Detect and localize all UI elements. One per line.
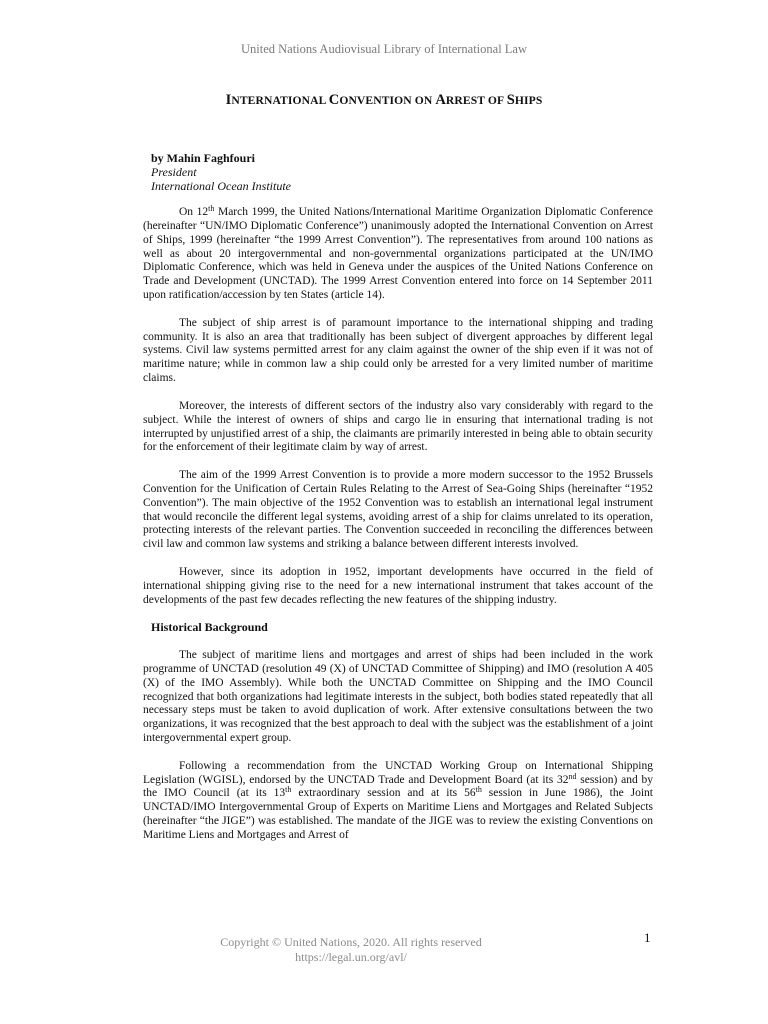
paragraph-7-superscript-3: th: [475, 785, 482, 795]
title-rest-3: RREST OF: [445, 94, 504, 107]
paragraph-7-text-b: session) and by the IMO Council (at its 13: [143, 773, 653, 800]
paragraph-3: Moreover, the interests of different sectors of the industry also vary considerably with regard to the subject. While the interest of owners of ships and cargo lie in ensuring that international trading is not interrupted by unjustified arrest of a ship, the claimants are primarily interested in being able to obtain security for the enforcement of their legitimate claim by way of arrest.: [143, 399, 653, 454]
paragraph-7: [143, 760, 653, 843]
paragraph-2: The subject of ship arrest is of paramount importance to the international shipping and trading community. It is also an area that traditionally has been subject of divergent approaches by different legal systems. Civil law systems permitted arrest for any claim against the owner of the ship even if it was not of maritime nature; while in common law a ship could only be arrested for a very limited number of maritime claims.: [143, 316, 653, 385]
document-title: [0, 92, 768, 109]
title-cap-3: A: [435, 92, 446, 108]
page-footer: [186, 935, 516, 965]
page-number: 1: [644, 930, 651, 945]
title-cap-4: S: [506, 92, 515, 108]
author-role: President: [151, 165, 197, 179]
title-rest-4: HIPS: [514, 94, 543, 107]
paragraph-5: However, since its adoption in 1952, important developments have occurred in the field of international shipping giving rise to the need for a new international instrument that takes account of the developments of the past few decades reflecting the new features of the shipping industry.: [143, 565, 653, 606]
paragraph-1-text-a: On 12: [179, 206, 209, 218]
paragraph-7-superscript-2: th: [285, 785, 292, 795]
document-body: [143, 206, 653, 857]
paragraph-7-text-a: Following a recommendation from the UNCTAD Working Group on International Shipping Legislation (WGISL), endorsed by the UNCTAD Trade and Development Board (at its 32: [143, 759, 653, 786]
paragraph-1-superscript: th: [208, 204, 215, 213]
title-rest-1: NTERNATIONAL: [231, 94, 326, 107]
paragraph-6: The subject of maritime liens and mortgages and arrest of ships had been included in the work programme of UNCTAD (resolution 49 (X) of UNCTAD Committee of Shipping) and IMO (resolution A 405 (X) of the IMO Assembly). While both the UNCTAD Committee on Shipping and the IMO Council recognized that both organizations had legitimate interests in the subject, both bodies stated repeatedly that all necessary steps must be taken to avoid duplication of work. After extensive consultations between the two organizations, it was recognized that the best approach to deal with the subject was the establishment of a joint intergovernmental expert group.: [143, 649, 653, 745]
page-header: United Nations Audiovisual Library of International Law: [240, 42, 528, 56]
title-cap-1: I: [225, 92, 232, 108]
author-block: [151, 151, 291, 193]
title-rest-2: ONVENTION ON: [339, 94, 433, 107]
copyright-notice: Copyright © United Nations, 2020. All rights reserved: [220, 935, 482, 949]
paragraph-7-text-d: session in June 1986), the Joint UNCTAD/IMO Intergovernmental Group of Experts on Maritime Liens and Mortgages and Related Subjects (hereinafter “the JIGE”) was established. The mandate of the JIGE was to review the existing Conventions on Maritime Liens and Mortgages and Arrest of: [143, 787, 653, 841]
paragraph-1: [143, 206, 653, 303]
footer-url: https://legal.un.org/avl/: [295, 950, 407, 964]
author-name: by Mahin Faghfouri: [151, 151, 256, 165]
section-heading: Historical Background: [151, 620, 268, 635]
paragraph-1-text-b: March 1999, the United Nations/International Maritime Organization Diplomatic Conference (hereinafter “UN/IMO Diplomatic Conference”) unanimously adopted the International Convention on Arrest of Ships, 1999 (hereinafter “the 1999 Arrest Convention”). The representatives from around 100 nations as well as about 20 intergovernmental and non-governmental organizations participated at the UN/IMO Diplomatic Conference, which was held in Geneva under the auspices of the United Nations Conference on Trade and Development (UNCTAD). The 1999 Arrest Convention entered into force on 14 September 2011 upon ratification/accession by ten States (article 14).: [143, 206, 653, 302]
paragraph-7-text-c: extraordinary session and at its 56: [291, 787, 476, 800]
paragraph-4: The aim of the 1999 Arrest Convention is to provide a more modern successor to the 1952 Brussels Convention for the Unification of Certain Rules Relating to the Arrest of Sea-Going Ships (hereinafter “1952 Convention”). The main objective of the 1952 Convention was to establish an international legal instrument that would reconcile the different legal systems, avoiding arrest of a ship for claims unrelated to its operation, protecting interests of the relevant parties. The Convention succeeded in reconciling the differences between civil law and common law systems and striking a balance between different interests involved.: [143, 469, 653, 551]
paragraph-7-superscript-1: nd: [568, 771, 577, 781]
author-organization: International Ocean Institute: [151, 179, 291, 193]
title-cap-2: C: [328, 92, 340, 108]
